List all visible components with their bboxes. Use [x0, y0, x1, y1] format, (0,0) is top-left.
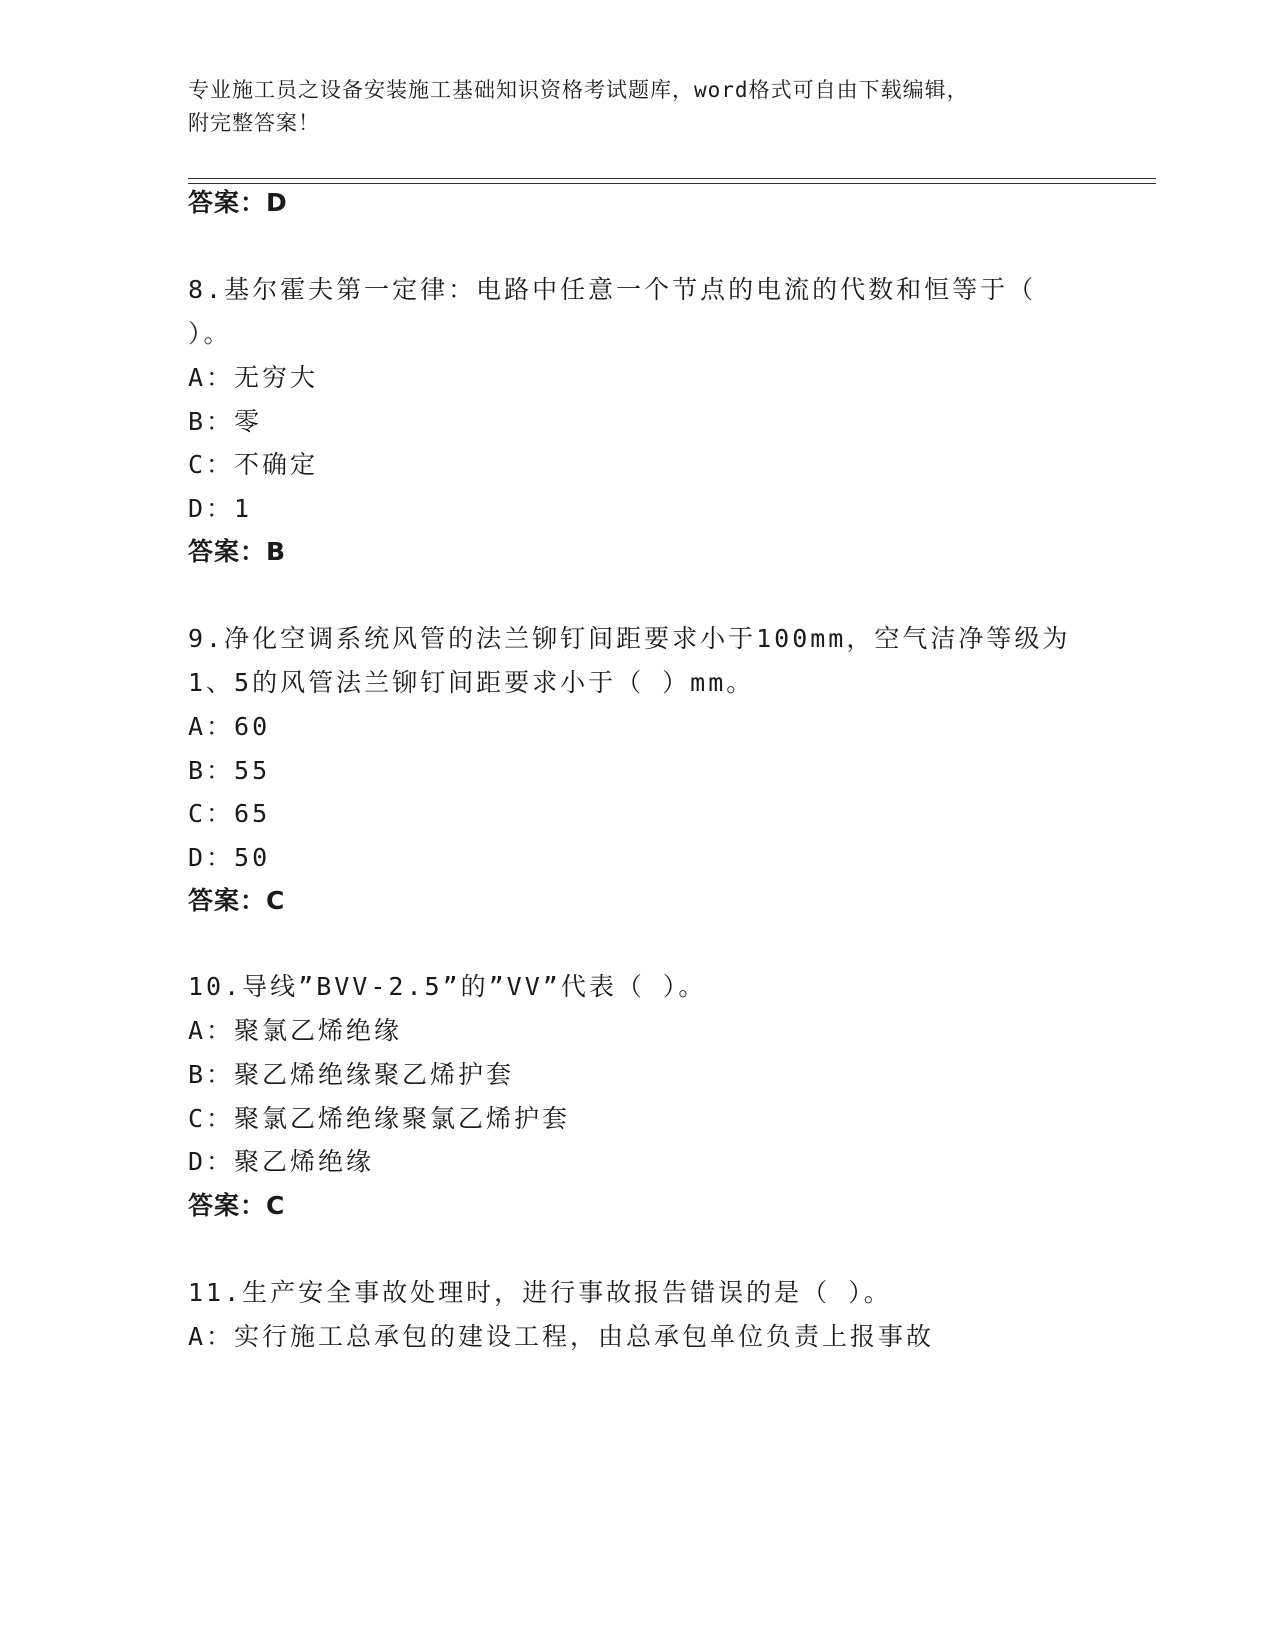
q10-option-b: B：聚乙烯绝缘聚乙烯护套 — [188, 1060, 515, 1089]
header-divider-top — [188, 178, 1156, 179]
header-line-2: 附完整答案！ — [188, 111, 320, 135]
q9-question-line-1: 9.净化空调系统风管的法兰铆钉间距要求小于100mm，空气洁净等级为 — [188, 624, 1071, 653]
q8-answer: 答案：B — [188, 537, 287, 566]
q8-question-line-1: 8.基尔霍夫第一定律：电路中任意一个节点的电流的代数和恒等于（ — [188, 275, 1037, 304]
q10-option-c: C：聚氯乙烯绝缘聚氯乙烯护套 — [188, 1104, 571, 1133]
q9-option-b: B：55 — [188, 756, 271, 785]
q8-option-d: D：1 — [188, 494, 253, 523]
q10-question-line-1: 10.导线”BVV-2.5”的”VV”代表（ ）。 — [188, 972, 707, 1001]
q9-question-line-2: 1、5的风管法兰铆钉间距要求小于（ ）mm。 — [188, 668, 755, 697]
q8-option-a: A：无穷大 — [188, 363, 319, 392]
q7-answer: 答案：D — [188, 188, 288, 217]
q9-option-c: C：65 — [188, 799, 271, 828]
header-line-1: 专业施工员之设备安装施工基础知识资格考试题库，word格式可自由下载编辑， — [188, 78, 969, 102]
q11-question-line-1: 11.生产安全事故处理时，进行事故报告错误的是（ ）。 — [188, 1278, 892, 1307]
q8-question-line-2: ）。 — [188, 319, 232, 348]
q9-option-d: D：50 — [188, 843, 271, 872]
q10-option-a: A：聚氯乙烯绝缘 — [188, 1016, 403, 1045]
q10-option-d: D：聚乙烯绝缘 — [188, 1147, 375, 1176]
q8-option-c: C：不确定 — [188, 450, 319, 479]
q9-answer: 答案：C — [188, 886, 286, 915]
document-header — [188, 74, 1068, 140]
q9-option-a: A：60 — [188, 712, 271, 741]
q8-option-b: B：零 — [188, 407, 263, 436]
q11-option-a: A：实行施工总承包的建设工程，由总承包单位负责上报事故 — [188, 1322, 935, 1351]
header-divider-bottom — [188, 183, 1156, 184]
q10-answer: 答案：C — [188, 1191, 286, 1220]
